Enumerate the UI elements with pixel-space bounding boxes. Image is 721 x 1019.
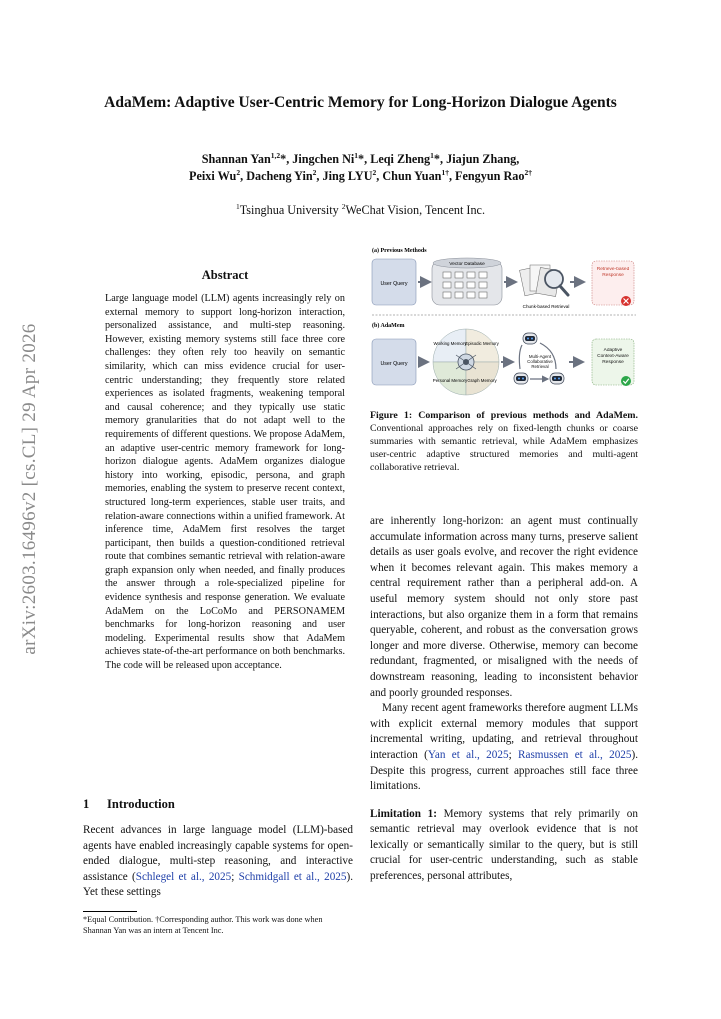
retrieve-response-label: Retrieve-based Response bbox=[596, 267, 630, 278]
citation-link[interactable]: Rasmussen et al., 2025 bbox=[518, 748, 632, 761]
adaptive-response-label: Adaptive Context-Aware Response bbox=[597, 348, 629, 365]
chunk-retrieval-label: Chunk-based Retrieval bbox=[522, 304, 570, 309]
figure-1 bbox=[370, 243, 638, 403]
agent-robot-icon bbox=[550, 373, 564, 384]
agent-robot-icon bbox=[523, 333, 537, 344]
body-paragraph: are inherently long-horizon: an agent must continually accumulate information across many turns, preserve salient details as user goals evolve, and recover the right evidence when it becomes relevant again. This makes memory a central requirement rather than a peripheral add-on. A useful memory system should not only store past interactions, but also organize them in a form that remains queryable, coherent, and robust as the conversation grows longer and more diverse. Otherwise, memory can become redundant, fragmented, or misaligned with the needs of downstream reasoning, leading to inconsistent behavior and poorly grounded responses. bbox=[370, 515, 638, 699]
user-query-label: User Query bbox=[380, 361, 408, 367]
working-memory-label: Working Memory bbox=[433, 341, 467, 346]
affiliations: $^1$Tsinghua University $^2$WeChat Vision, Tencent Inc. bbox=[235, 201, 486, 217]
author: Fengyun Rao$^{2\dagger}$ bbox=[455, 167, 532, 183]
abstract-body: Large language model (LLM) agents increasingly rely on external memory to support long-horizon interaction, personalized assistance, and multi-step reasoning. However, existing memory systems still face three core challenges: they often rely too heavily on semantic similarity, which can miss evidence crucial for user-centric understanding; they frequently store related experiences as isolated fragments, weakening temporal and causal coherence; and they typically use static memory granularities that do not adapt well to the requirements of different questions. We propose AdaMem, an adaptive user-centric memory framework for long-horizon dialogue agents. AdaMem organizes dialogue history into working, episodic, persona, and graph memories, enabling the system to preserve recent context, structured long-term experiences, stable user traits, and relation-aware connections within a unified framework. At inference time, AdaMem first resolves the target participant, then builds a question-conditioned retrieval route that combines semantic retrieval with relation-aware graph expansion only when needed, and finally produces the answer through a role-specialized pipeline for evidence synthesis and response generation. We evaluate AdaMem on the LoCoMo and PERSONAMEM benchmarks for long-horizon reasoning and user modeling. Experimental results show that AdaMem achieves state-of-the-art performance on both benchmarks. The code will be released upon acceptance. bbox=[105, 293, 345, 672]
author: Chun Yuan$^{1\dagger}$ bbox=[382, 167, 449, 183]
figure-caption: Figure 1: Comparison of previous methods and AdaMem. Conventional approaches rely on fixed-length chunks or coarse summaries with semantic retrieval, while AdaMem emphasizes user-centric adaptive structured memories and multi-agent collaborative retrieval. bbox=[370, 410, 638, 473]
paper-title: AdaMem: Adaptive User-Centric Memory for Long-Horizon Dialogue Agents bbox=[104, 94, 617, 111]
user-query-label: User Query bbox=[380, 281, 408, 287]
right-column-body bbox=[370, 514, 638, 885]
footnote-rule bbox=[83, 911, 137, 912]
author: Peixi Wu$^2$ bbox=[189, 167, 241, 183]
body-paragraph: Many recent agent frameworks therefore augment LLMs with explicit external memory modules that support incremental writing, updating, and retrieval throughout interaction (Yan et al., 2025; Rasmussen et al., 2025). Despite this progress, current approaches still face three limitations. bbox=[370, 702, 639, 793]
arxiv-identifier: arXiv:2603.16496v2 [cs.CL] 29 Apr 2026 bbox=[19, 323, 40, 655]
author: Jing LYU$^2$ bbox=[322, 167, 377, 183]
vector-database-label: Vector Database bbox=[449, 262, 485, 267]
section-heading: 1 Introduction bbox=[83, 797, 175, 811]
check-icon bbox=[621, 376, 631, 386]
author: Jiajun Zhang bbox=[446, 152, 517, 166]
footnote: *Equal Contribution. †Corresponding author. This work was done when Shannan Yan was an intern at Tencent Inc. bbox=[83, 915, 323, 935]
citation-link[interactable]: Yan et al., 2025 bbox=[427, 748, 509, 761]
episodic-memory-label: Episodic Memory bbox=[465, 341, 499, 346]
author-list bbox=[80, 151, 641, 185]
author: Leqi Zheng$^1$* bbox=[370, 150, 440, 166]
author: Shannan Yan$^{1,2}$* bbox=[201, 150, 287, 166]
panel-a-label: (a) Previous Methods bbox=[372, 248, 427, 254]
multi-agent-label: Multi-Agent Collaborative Retrieval bbox=[527, 354, 553, 370]
intro-paragraph: Recent advances in large language model (LLM)-based agents have enabled increasingly capable systems for open-ended dialogue, multi-step reasoning, and interactive assistance (Schlegel et al., 2025; Schmidgall et al., 2025). Yet these settings bbox=[83, 824, 354, 899]
citation-link[interactable]: Schmidgall et al., 2025 bbox=[238, 870, 347, 883]
author: Dacheng Yin$^2$ bbox=[246, 167, 317, 183]
author: Jingchen Ni$^1$* bbox=[292, 150, 365, 166]
author-line-2: Peixi Wu$^2$, Dacheng Yin$^2$, Jing LYU$^2$, Chun Yuan$^{1\dagger}$, Fengyun Rao$^{2\dagger}$ bbox=[189, 167, 532, 183]
abstract-heading: Abstract bbox=[201, 268, 249, 282]
graph-memory-label: Graph Memory bbox=[467, 378, 497, 383]
panel-b-label: (b) AdaMem bbox=[372, 323, 405, 329]
agent-robot-icon bbox=[514, 373, 528, 384]
author-line-1: Shannan Yan$^{1,2}$*, Jingchen Ni$^1$*, Leqi Zheng$^1$*, Jiajun Zhang, bbox=[201, 150, 520, 166]
citation-link[interactable]: Schlegel et al., 2025 bbox=[135, 870, 232, 883]
persona-memory-label: Personal Memory bbox=[432, 378, 468, 383]
limitation-paragraph: Limitation 1: Memory systems that rely primarily on semantic retrieval may overlook evidence that is not lexically or semantically similar to the query, but is still crucial for user-centric understanding, such as stable preferences, personal attributes, bbox=[370, 807, 638, 883]
